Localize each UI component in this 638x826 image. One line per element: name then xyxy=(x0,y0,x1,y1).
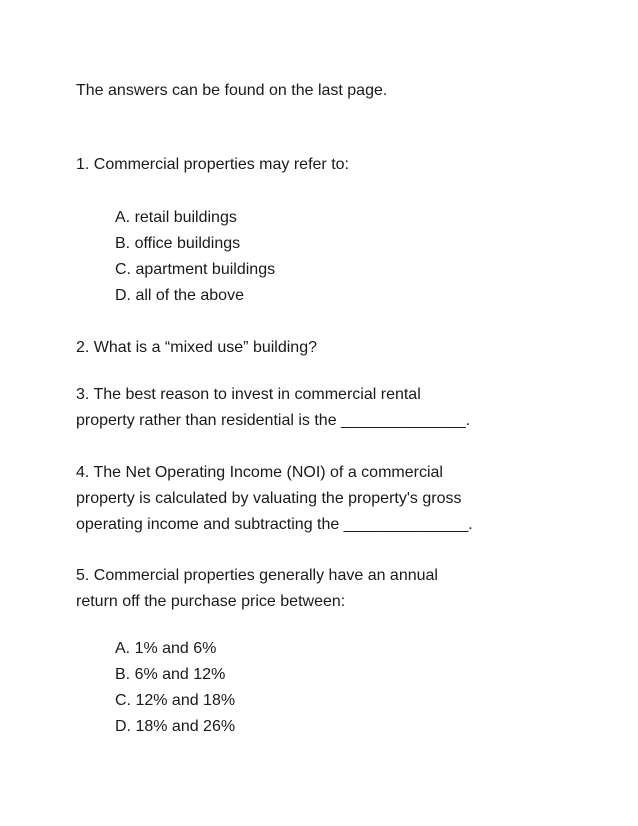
question-4-line-2: property is calculated by valuating the property's gross xyxy=(76,490,462,507)
question-5-option-a: A. 1% and 6% xyxy=(115,640,217,657)
question-2-text: 2. What is a “mixed use” building? xyxy=(76,339,317,356)
question-3-line-1: 3. The best reason to invest in commercial rental xyxy=(76,386,421,403)
question-5-option-b: B. 6% and 12% xyxy=(115,666,226,683)
question-5-option-d: D. 18% and 26% xyxy=(115,718,236,735)
question-5-line-2: return off the purchase price between: xyxy=(76,593,346,610)
question-1-text: 1. Commercial properties may refer to: xyxy=(76,156,349,173)
question-4-line-3: operating income and subtracting the ______________. xyxy=(76,516,473,533)
intro-text: The answers can be found on the last page. xyxy=(76,82,388,99)
question-1-option-a: A. retail buildings xyxy=(115,209,237,226)
question-1-option-c: C. apartment buildings xyxy=(115,261,276,278)
question-5-option-c: C. 12% and 18% xyxy=(115,692,236,709)
question-5-line-1: 5. Commercial properties generally have an annual xyxy=(76,567,438,584)
question-1-option-b: B. office buildings xyxy=(115,235,241,252)
question-3-line-2: property rather than residential is the ______________. xyxy=(76,412,471,429)
question-4-line-1: 4. The Net Operating Income (NOI) of a commercial xyxy=(76,464,443,481)
question-1-option-d: D. all of the above xyxy=(115,287,244,304)
